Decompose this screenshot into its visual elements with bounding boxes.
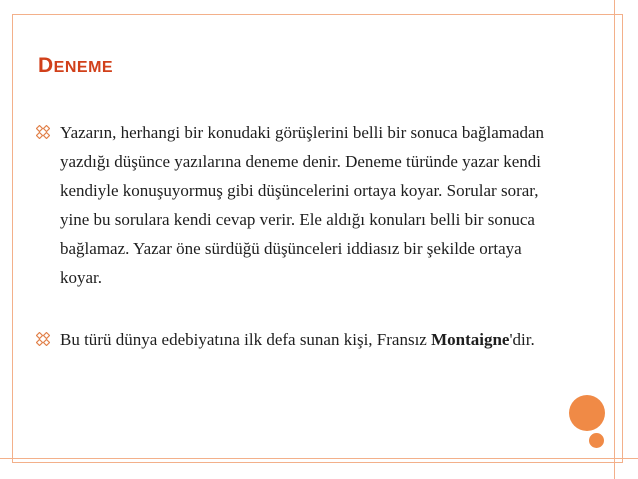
- orange-circle-large-decoration: [569, 395, 605, 431]
- paragraph-tail-text: 'dir.: [509, 330, 535, 349]
- paragraph-lead-text: Bu türü dünya edebiyatına ilk defa sunan kişi, Fransız: [60, 330, 432, 349]
- slide-title: [38, 54, 113, 78]
- frame-horizontal-line: [0, 458, 638, 459]
- orange-circle-small-decoration: [589, 433, 604, 448]
- bullet-paragraph: [36, 325, 561, 354]
- frame-vertical-line: [614, 0, 615, 479]
- bullet-paragraph: [36, 118, 561, 292]
- quad-diamond-bullet-icon: [36, 125, 50, 139]
- quad-diamond-bullet-icon: [36, 332, 50, 346]
- slide-body: [36, 118, 561, 354]
- title-rest: ENEME: [53, 59, 114, 76]
- author-name: Montaigne: [431, 330, 510, 349]
- title-initial: D: [38, 54, 54, 77]
- paragraph-text: Yazarın, herhangi bir konudaki görüşlerini belli bir sonuca bağlamadan yazdığı düşünce yazılarına deneme denir. Deneme türünde yazar kendi kendiyle konuşuyormuş gibi düşüncelerini ortaya koyar. Sorular sorar, yine bu sorulara kendi cevap verir. Ele aldığı konuları belli bir sonuca bağlamaz. Yazar öne sürdüğü düşünceleri iddiasız bir şekilde ortaya koyar.: [60, 123, 545, 287]
